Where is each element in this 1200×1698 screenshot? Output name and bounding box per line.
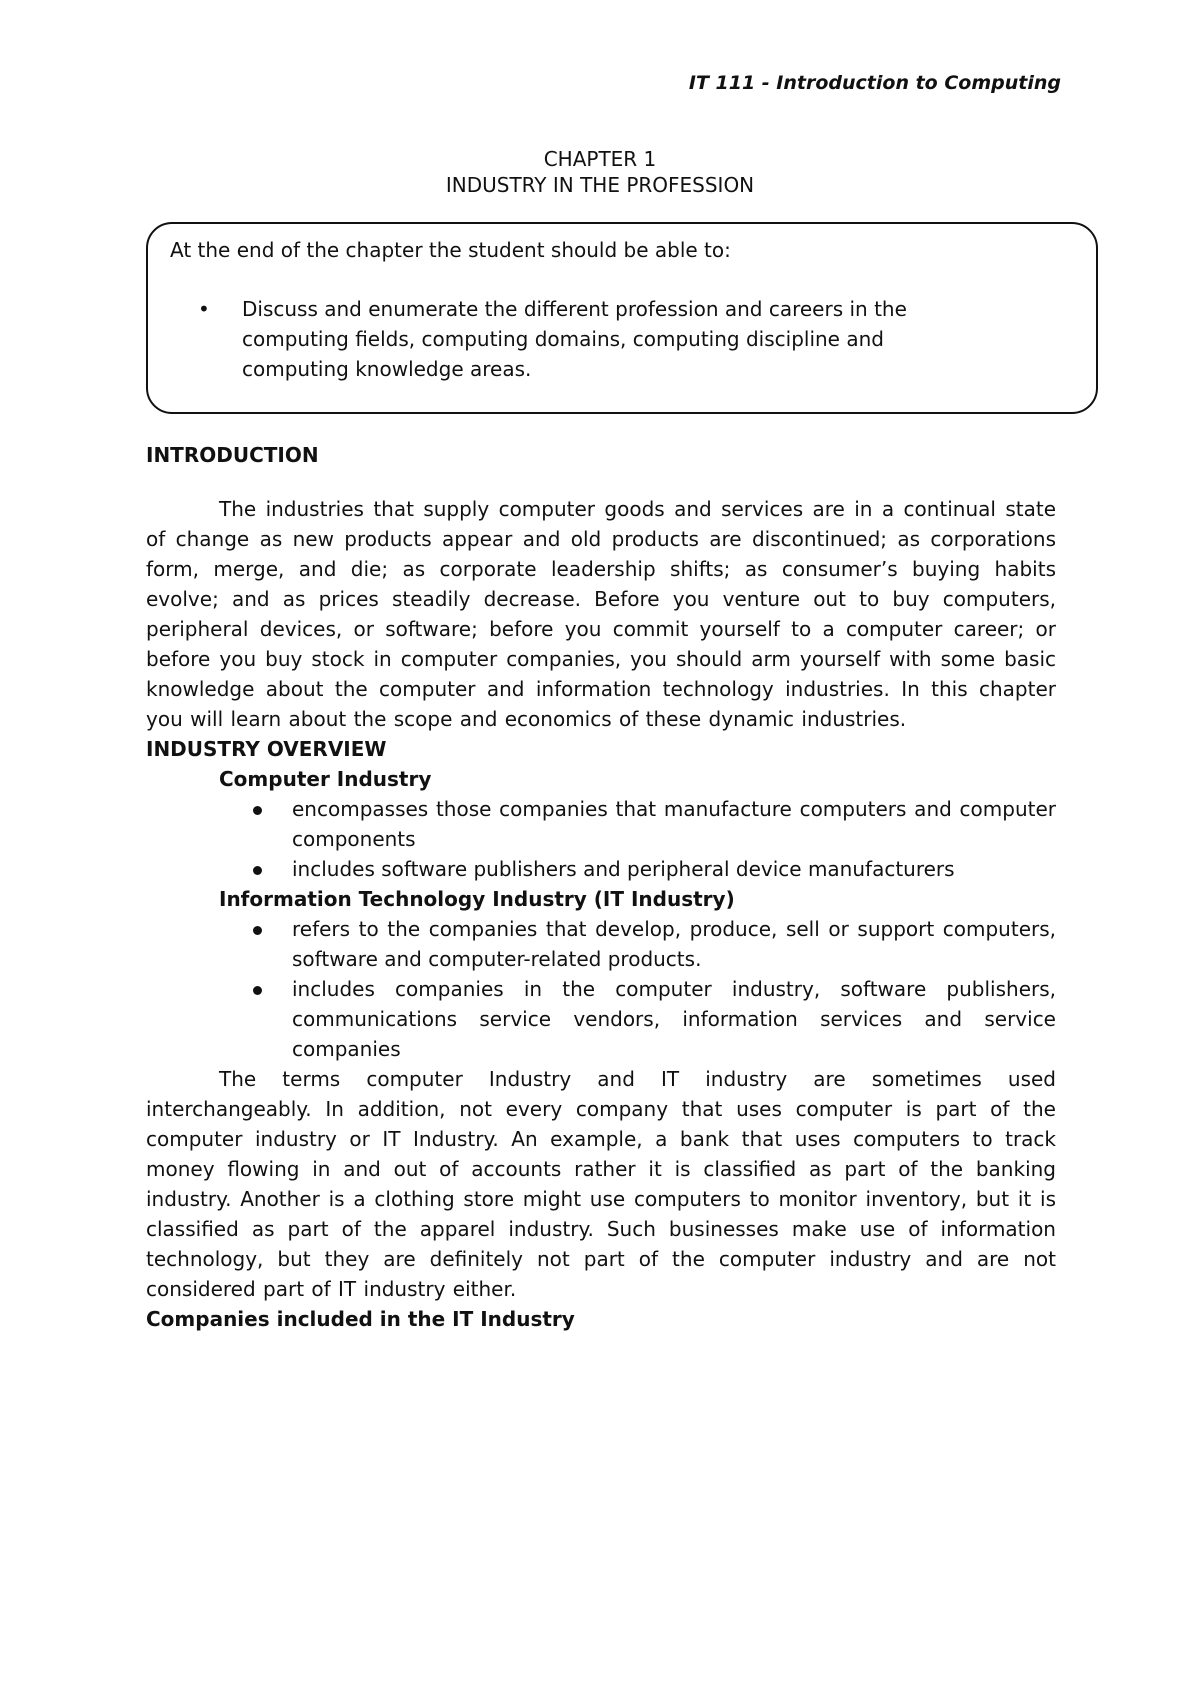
industry-overview-heading: INDUSTRY OVERVIEW bbox=[146, 737, 387, 761]
list-item-text: includes software publishers and peripheral device manufacturers bbox=[292, 857, 955, 881]
computer-industry-heading: Computer Industry bbox=[219, 767, 432, 791]
companies-heading: Companies included in the IT Industry bbox=[146, 1307, 575, 1331]
bullet-icon: • bbox=[198, 297, 210, 321]
learning-objectives-box bbox=[146, 222, 1098, 414]
list-item bbox=[146, 974, 1056, 1064]
introduction-paragraph: The industries that supply computer goods and services are in a continual state of change as new products appear and old products are discontinued; as corporations form, merge, and die; as corporate leadership shifts; as consumer’s buying habits evolve; and as prices steadily decrease. Before you venture out to buy computers, peripheral devices, or software; before you commit yourself to a computer career; or before you buy stock in computer companies, you should arm yourself with some basic knowledge about the computer and information technology industries. In this chapter you will learn about the scope and economics of these dynamic industries. bbox=[146, 497, 1056, 731]
running-header: IT 111 - Introduction to Computing bbox=[688, 72, 1061, 94]
it-industry-heading: Information Technology Industry (IT Industry) bbox=[219, 887, 735, 911]
it-industry-list bbox=[146, 914, 1056, 1064]
list-item-text: refers to the companies that develop, produce, sell or support computers, software and computer-related products. bbox=[292, 917, 1056, 971]
main-content bbox=[146, 440, 1056, 1334]
list-item bbox=[146, 854, 1056, 884]
list-item bbox=[146, 914, 1056, 974]
objectives-list bbox=[192, 294, 962, 384]
objective-text: Discuss and enumerate the different profession and careers in the computing fields, computing domains, computing discipline and computing knowledge areas. bbox=[242, 297, 907, 381]
introduction-heading: INTRODUCTION bbox=[146, 443, 319, 467]
computer-industry-list bbox=[146, 794, 1056, 884]
bullet-icon bbox=[253, 806, 262, 815]
overview-paragraph: The terms computer Industry and IT industry are sometimes used interchangeably. In addition, not every company that uses computer is part of the computer industry or IT Industry. An example, a bank that uses computers to track money flowing in and out of accounts rather it is classified as part of the banking industry. Another is a clothing store might use computers to monitor inventory, but it is classified as part of the apparel industry. Such businesses make use of information technology, but they are definitely not part of the computer industry and are not considered part of IT industry either. bbox=[146, 1067, 1056, 1301]
bullet-icon bbox=[253, 866, 262, 875]
list-item-text: includes companies in the computer industry, software publishers, communications service vendors, information services and service companies bbox=[292, 977, 1056, 1061]
chapter-title: INDUSTRY IN THE PROFESSION bbox=[445, 173, 755, 197]
chapter-number: CHAPTER 1 bbox=[543, 147, 657, 171]
bullet-icon bbox=[253, 986, 262, 995]
list-item bbox=[146, 794, 1056, 854]
list-item-text: encompasses those companies that manufacture computers and computer components bbox=[292, 797, 1056, 851]
chapter-heading bbox=[0, 146, 1200, 198]
objectives-intro: At the end of the chapter the student should be able to: bbox=[170, 238, 731, 262]
objective-item bbox=[192, 294, 962, 384]
bullet-icon bbox=[253, 926, 262, 935]
